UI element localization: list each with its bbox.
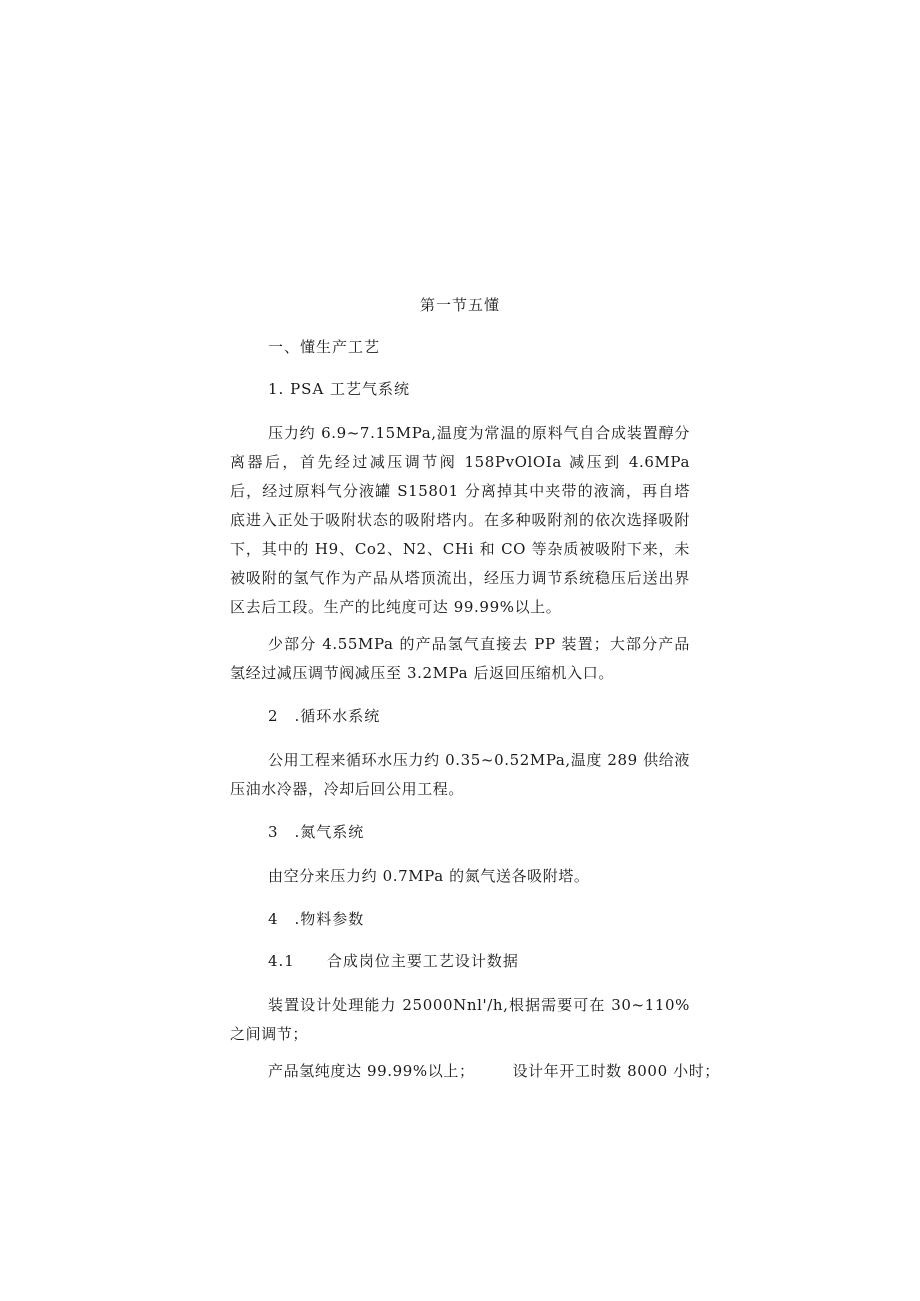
page-title: 第一节五懂 (419, 296, 500, 314)
paragraph-product-hydrogen: 少部分 4.55MPa 的产品氢气直接去 PP 装置；大部分产品氢经过减压调节阀减压至 3.2MPa 后返回压缩机入口。 (230, 635, 690, 682)
subsection-heading-nitrogen: 3 .氮气系统 (268, 823, 365, 841)
document-body (230, 293, 720, 1086)
subsection-heading-cooling-water: 2 .循环水系统 (268, 707, 381, 725)
paragraph-purity-hours (230, 1057, 720, 1086)
paragraph-psa-process: 压力约 6.9~7.15MPa,温度为常温的原料气自合成装置醇分离器后，首先经过减压调节阀 158PvOlOIa 减压到 4.6MPa 后，经过原料气分液罐 S15801 分离掉其中夹带的液滴，再自塔底进入正处于吸附状态的吸附塔内。在多种吸附剂的依次选择吸附下，其中的 H9、Co2、N2、CHi 和 CO 等杂质被吸附下来，未被吸附的氢气作为产品从塔顶流出，经压力调节系统稳压后送出界区去后工段。生产的比纯度可达 99.99%以上。 (230, 424, 690, 616)
section-heading-1: 一、懂生产工艺 (268, 338, 381, 356)
subsection-heading-design-data: 4.1 合成岗位主要工艺设计数据 (268, 952, 519, 970)
paragraph-capacity: 装置设计处理能力 25000Nnl'/h,根据需要可在 30~110%之间调节； (230, 996, 690, 1043)
paragraph-cooling-water: 公用工程来循环水压力约 0.35~0.52MPa,温度 289 供给液压油水冷器，冷却后回公用工程。 (230, 751, 690, 798)
subsection-heading-psa: 1. PSA 工艺气系统 (268, 380, 411, 398)
purity-text: 产品氢纯度达 99.99%以上； (268, 1062, 475, 1080)
operating-hours-text: 设计年开工时数 8000 小时； (512, 1062, 720, 1080)
subsection-heading-material-params: 4 .物料参数 (268, 910, 365, 928)
paragraph-nitrogen: 由空分来压力约 0.7MPa 的氮气送各吸附塔。 (268, 867, 590, 885)
